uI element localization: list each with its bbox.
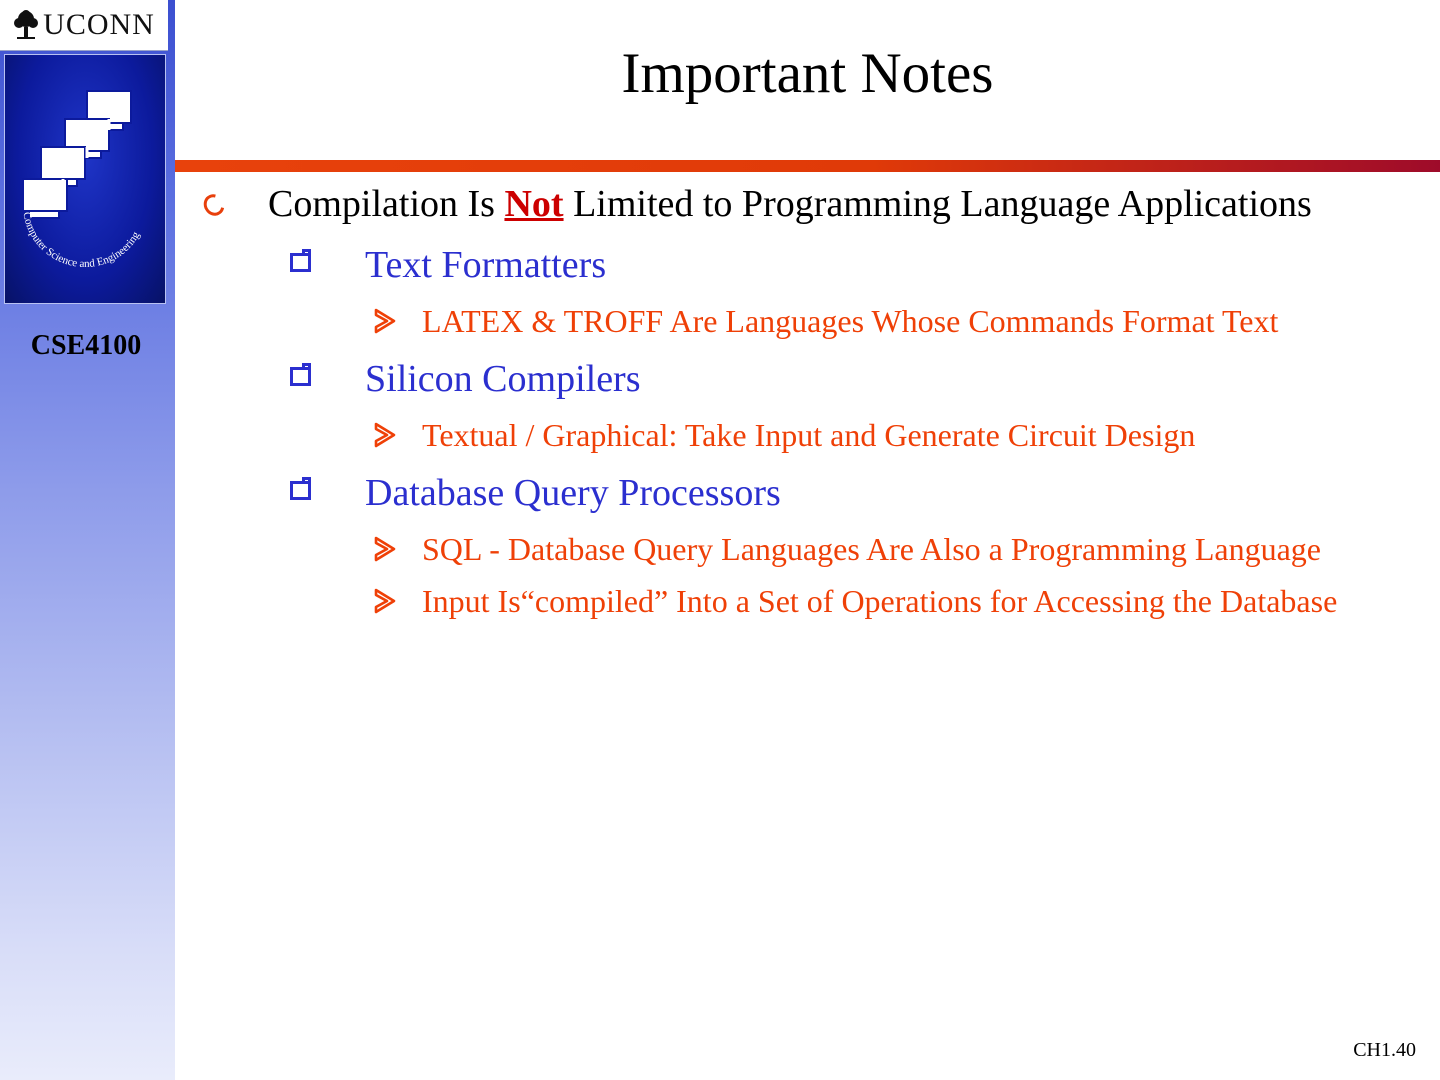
- bullet-level3-input-compiled: [190, 582, 1430, 620]
- bullet-label: Input Is“compiled” Into a Set of Operations for Accessing the Database: [422, 583, 1338, 620]
- bullet-label: Silicon Compilers: [365, 358, 641, 401]
- uconn-wordmark-group: [13, 8, 155, 42]
- bullet-level3-sql: [190, 530, 1430, 568]
- bullet-level3-textual-graphical: [190, 416, 1430, 454]
- bullet-label: SQL - Database Query Languages Are Also a Programming Language: [422, 530, 1321, 567]
- sidebar: [0, 0, 175, 1080]
- uconn-wordmark-text: UCONN: [43, 8, 155, 41]
- arrow-bullet-icon: [372, 534, 400, 564]
- title-divider: [175, 160, 1440, 172]
- arrow-bullet-icon: [372, 306, 400, 336]
- bullet-level3-latex-troff: [190, 302, 1430, 340]
- bullet-label: LATEX & TROFF Are Languages Whose Commands Format Text: [422, 302, 1279, 339]
- square-bullet-icon: [290, 367, 311, 386]
- page-title: Important Notes: [621, 42, 994, 105]
- bullet-level2-silicon-compilers: [190, 358, 1430, 402]
- bullet-label: Textual / Graphical: Take Input and Generate Circuit Design: [422, 416, 1196, 453]
- bullet-label: Text Formatters: [365, 244, 607, 287]
- bullet-emphasis: Not: [504, 183, 564, 225]
- bullet-text-before: Compilation Is: [268, 183, 505, 225]
- cse-emblem-logo: [4, 54, 166, 304]
- page-number: CH1.40: [1353, 1039, 1416, 1061]
- oak-tree-icon: [13, 10, 39, 40]
- bullet-text-after: Limited to Programming Language Applications: [563, 183, 1312, 225]
- square-bullet-icon: [290, 481, 311, 500]
- course-code-label: CSE4100: [30, 330, 142, 361]
- arrow-bullet-icon: [372, 420, 400, 450]
- bullet-level2-text-formatters: [190, 244, 1430, 288]
- square-bullet-icon: [290, 253, 311, 272]
- bullet-level1: [190, 182, 1430, 226]
- ring-bullet-icon: [200, 190, 229, 219]
- uconn-banner: [0, 0, 168, 51]
- bullet-label: Database Query Processors: [365, 472, 781, 515]
- slide-body: [190, 182, 1430, 623]
- bullet-level2-database-query-processors: [190, 472, 1430, 516]
- arrow-bullet-icon: [372, 586, 400, 616]
- svg-text:Computer Science and Engineeri: Computer Science and Engineering: [20, 211, 143, 271]
